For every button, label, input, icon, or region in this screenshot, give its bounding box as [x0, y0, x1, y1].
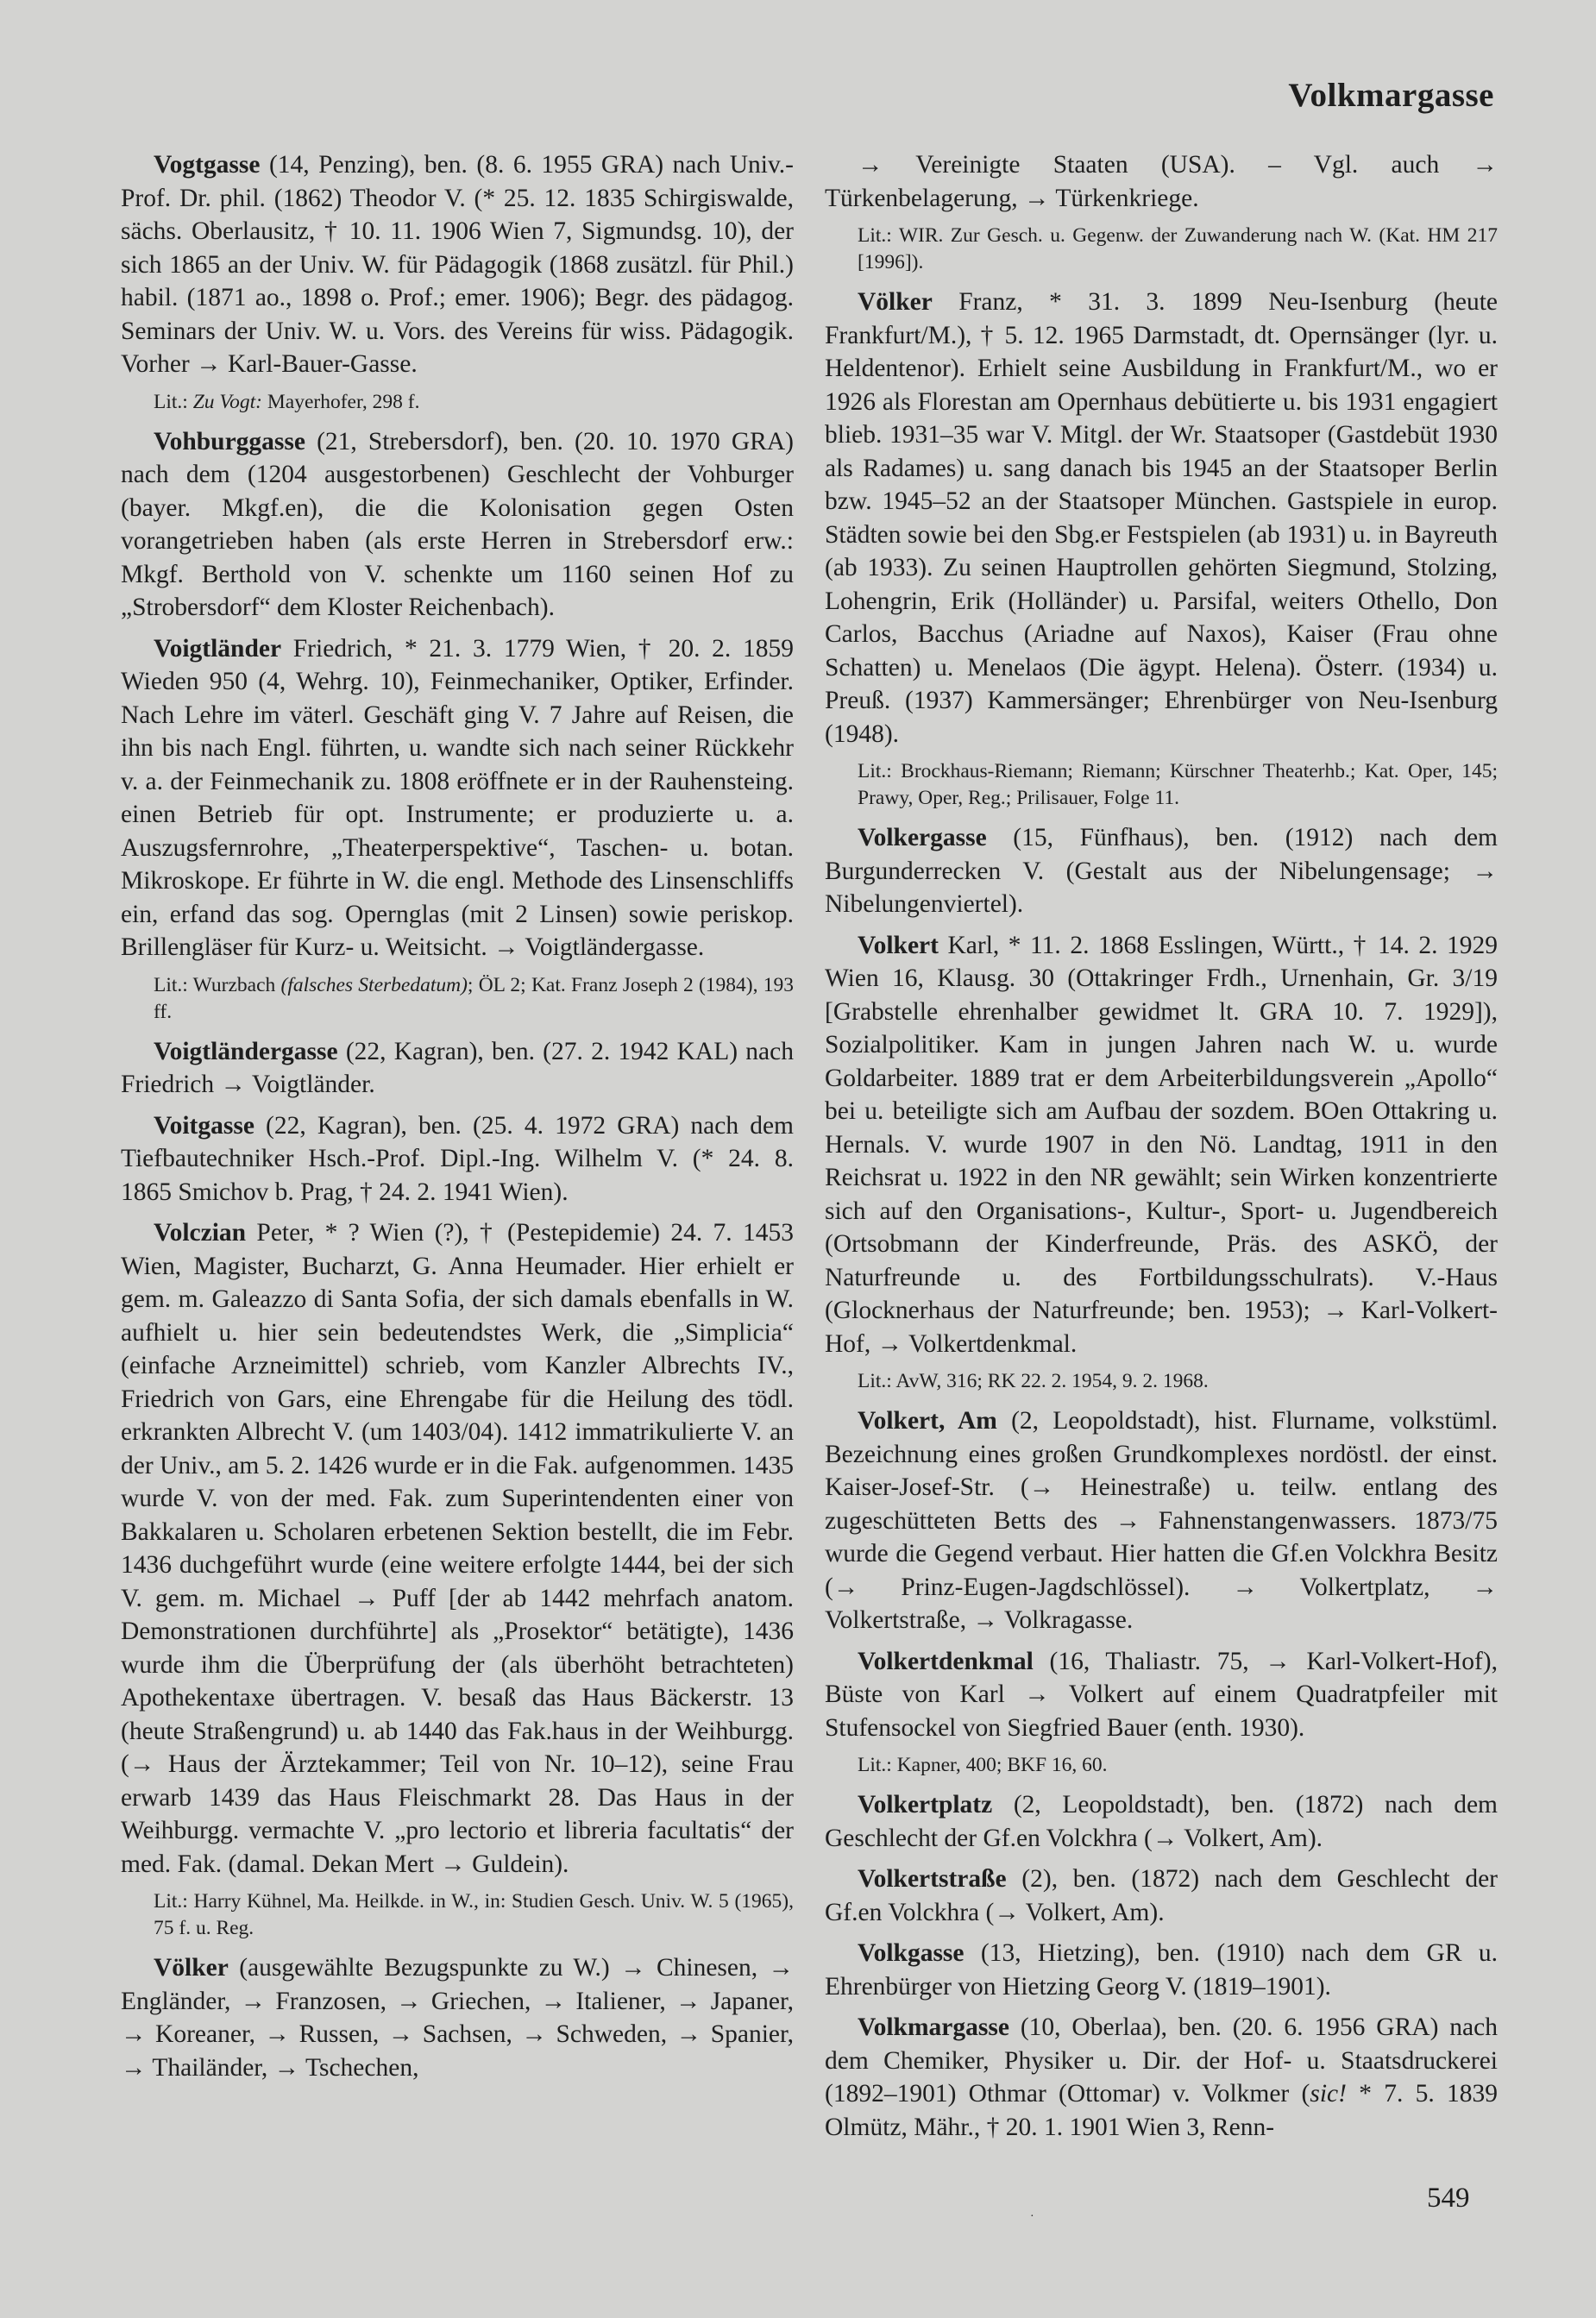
entry-headword: Voitgasse	[154, 1111, 254, 1140]
lexicon-entry	[121, 425, 794, 625]
lit-prefix: Lit.: Wurzbach	[154, 973, 281, 996]
literature-reference	[825, 223, 1498, 276]
lexicon-entry	[121, 1035, 794, 1102]
entry-text: (22, Kagran), ben. (25. 4. 1972 GRA) nach dem Tiefbautechniker Hsch.-Prof. Dipl.-Ing. Wilhelm V. (* 24. 8. 1865 Smichov b. Prag, † 24. 2. 1941 Wien).	[121, 1111, 794, 1206]
entry-headword: Völker	[154, 1954, 229, 1982]
lexicon-entry	[825, 1863, 1498, 1929]
lit-text: Lit.: Harry Kühnel, Ma. Heilkde. in W., in: Studien Gesch. Univ. W. 5 (1965), 75 f. u. Reg.	[154, 1890, 794, 1939]
lexicon-entry	[825, 929, 1498, 1361]
entry-headword: Vohburggasse	[154, 427, 305, 455]
entry-headword: Volkert, Am	[858, 1407, 997, 1435]
entry-text: (2, Leopoldstadt), hist. Flurname, volkstüml. Bezeichnung eines großen Grundkomplexes nordöstl. der einst. Kaiser-Josef-Str. (→ Heinestraße) u. teilw. entlang des zugeschütteten Betts des → Fahnenstangenwassers. 1873/75 wurde die Gegend verbaut. Hier hatten die Gf.en Volckhra Besitz (→ Prinz-Eugen-Jagdschlössel). → Volkertplatz, → Volkertstraße, → Volkragasse.	[825, 1407, 1498, 1634]
left-column	[121, 148, 794, 2092]
lexicon-entry	[121, 1109, 794, 1209]
entry-text: (13, Hietzing), ben. (1910) nach dem GR u. Ehrenbürger von Hietzing Georg V. (1819–1901).	[825, 1939, 1498, 2001]
entry-text: Friedrich, * 21. 3. 1779 Wien, † 20. 2. 1859 Wieden 950 (4, Wehrg. 10), Feinmechaniker, Optiker, Erfinder. Nach Lehre im väterl. Geschäft ging V. 7 Jahre auf Reisen, die ihn bis nach Engl. führten, u. wandte sich nach seiner Rückkehr v. a. der Feinmechanik zu. 1808 eröffnete er in der Rauhensteing. einen Betrieb für opt. Instrumente; er produzierte u. a. Auszugsfernrohre, „Theaterperspektive“, Taschen- u. botan. Mikroskope. Er führte in W. die engl. Methode des Linsenschliffs ein, erfand das sog. Opernglas (mit 2 Linsen) sowie periskop. Brillengläser für Kurz- u. Weitsicht. → Voigtländergasse.	[121, 634, 794, 961]
entry-text: (2, Leopoldstadt), ben. (1872) nach dem Geschlecht der Gf.en Volckhra (→ Volkert, Am).	[825, 1791, 1498, 1852]
literature-reference	[825, 758, 1498, 812]
lit-text: ; ÖL 2; Kat. Franz Joseph 2 (1984), 193 ff.	[154, 973, 795, 1023]
lexicon-entry	[825, 1404, 1498, 1637]
lexicon-entry	[825, 286, 1498, 751]
entry-headword: Voigtländer	[154, 634, 282, 663]
entry-headword: Volkert	[858, 931, 939, 959]
lexicon-entry	[825, 148, 1498, 215]
lexicon-entry	[825, 2011, 1498, 2144]
literature-reference	[121, 389, 794, 416]
entry-text: Karl, * 11. 2. 1868 Esslingen, Württ., † 14. 2. 1929 Wien 16, Klausg. 30 (Ottakringer Frdh., Urnenhain, Gr. 3/19 [Grabstelle ehrenhalber gewidmet lt. GRA 10. 7. 1929]), Sozialpolitiker. Kam in jungen Jahren nach W. u. wurde Goldarbeiter. 1889 trat er dem Arbeiterbildungsverein „Apollo“ bei u. beteiligte sich am Aufbau der sozdem. BOen Ottakring u. Hernals. V. wurde 1907 in den Nö. Landtag, 1911 in den Reichsrat u. 1922 in den NR gewählt; sein Wirken konzentrierte sich auf den Organisations-, Kultur-, Sport- u. Jugendbereich (Ortsobmann der Kinderfreunde, Präs. des ASKÖ, der Naturfreunde u. des Fortbildungsschulrats). V.-Haus (Glocknerhaus der Naturfreunde; ben. 1953); → Karl-Volkert-Hof, → Volkertdenkmal.	[825, 931, 1498, 1358]
lexicon-entry	[121, 1951, 794, 2084]
entry-text: Franz, * 31. 3. 1899 Neu-Isenburg (heute Frankfurt/M.), † 5. 12. 1965 Darmstadt, dt. Opernsänger (lyr. u. Heldentenor). Erhielt seine Ausbildung in Frankfurt/M., wo er 1926 als Florestan am Opernhaus debütierte u. bis 1931 engagiert blieb. 1931–35 war V. Mitgl. der Wr. Staatsoper (Gastdebüt 1930 als Radames) u. sang danach bis 1945 an der Staatsoper Berlin bzw. 1945–52 an der Staatsoper München. Gastspiele in europ. Städten sowie bei den Sbg.er Festspielen (ab 1931) u. in Bayreuth (ab 1933). Zu seinen Hauptrollen gehörten Siegmund, Stolzing, Lohengrin, Erik (Holländer) u. Parsifal, weiters Othello, Don Carlos, Bacchus (Ariadne auf Naxos), Kaiser (Frau ohne Schatten) u. Menelaos (Die ägypt. Helena). Österr. (1934) u. Preuß. (1937) Kammersänger; Ehrenbürger von Neu-Isenburg (1948).	[825, 288, 1498, 748]
lit-text: Lit.: Kapner, 400; BKF 16, 60.	[858, 1754, 1108, 1776]
entry-headword: Volkmargasse	[858, 2013, 1009, 2041]
decorative-dot: ·	[1030, 2210, 1034, 2223]
entry-headword: Voigtländergasse	[154, 1037, 338, 1065]
page-number: 549	[1427, 2183, 1470, 2214]
entry-text: (16, Thaliastr. 75, → Karl-Volkert-Hof), Büste von Karl → Volkert auf einem Quadratpfeiler mit Stufensockel von Siegfried Bauer (enth. 1930).	[825, 1647, 1498, 1742]
entry-text: (14, Penzing), ben. (8. 6. 1955 GRA) nach Univ.-Prof. Dr. phil. (1862) Theodor V. (* 25. 12. 1835 Schirgiswalde, sächs. Oberlausitz, † 10. 11. 1906 Wien 7, Sigmundsg. 10), der sich 1865 an der Univ. W. für Pädagogik (1868 zusätzl. für Phil.) habil. (1871 ao., 1898 o. Prof.; emer. 1906); Begr. des pädagog. Seminars der Univ. W. u. Vors. des Vereins für wiss. Pädagogik. Vorher → Karl-Bauer-Gasse.	[121, 151, 794, 378]
entry-text: (2), ben. (1872) nach dem Geschlecht der Gf.en Volckhra (→ Volkert, Am).	[825, 1865, 1498, 1926]
lit-emphasis: Zu Vogt:	[192, 390, 263, 413]
entry-text-tail: * 7. 5. 1839 Olmütz, Mähr., † 20. 1. 1901 Wien 3, Renn-	[825, 2080, 1499, 2141]
entry-emphasis: sic!	[1310, 2080, 1347, 2108]
lit-text: Lit.: Brockhaus-Riemann; Riemann; Kürschner Theaterhb.; Kat. Oper, 145; Prawy, Oper, Reg.; Prilisauer, Folge 11.	[858, 760, 1498, 809]
lit-prefix: Lit.:	[154, 390, 193, 413]
entry-headword: Völker	[858, 288, 933, 316]
entry-headword: Volkertplatz	[858, 1791, 993, 1819]
entry-text: → Vereinigte Staaten (USA). – Vgl. auch → Türkenbelagerung, → Türkenkriege.	[825, 151, 1498, 212]
lexicon-entry	[825, 1645, 1498, 1745]
lit-text: Mayerhofer, 298 f.	[262, 390, 420, 413]
entry-headword: Volczian	[154, 1219, 247, 1247]
lexicon-entry	[825, 1788, 1498, 1855]
lexicon-entry	[121, 632, 794, 964]
entry-text: (15, Fünfhaus), ben. (1912) nach dem Burgunderrecken V. (Gestalt aus der Nibelungensage; → Nibelungenviertel).	[825, 824, 1498, 918]
lit-text: Lit.: WIR. Zur Gesch. u. Gegenw. der Zuwanderung nach W. (Kat. HM 217 [1996]).	[858, 224, 1498, 273]
entry-headword: Vogtgasse	[154, 151, 261, 179]
entry-headword: Volkertdenkmal	[858, 1647, 1034, 1675]
lexicon-entry	[121, 148, 794, 381]
lexicon-entry	[825, 821, 1498, 921]
lexicon-entry	[121, 1216, 794, 1881]
lit-text: Lit.: AvW, 316; RK 22. 2. 1954, 9. 2. 1968.	[858, 1370, 1209, 1392]
entry-text: Peter, * ? Wien (?), † (Pestepidemie) 24. 7. 1453 Wien, Magister, Bucharzt, G. Anna Heumader. Hier erhielt er gem. m. Galeazzo di Santa Sofia, der sich damals ebenfalls in W. aufhielt u. hier sein bedeutendstes Werk, die „Simplicia“ (einfache Arzneimittel) schrieb, vom Kanzler Albrechts IV., Friedrich von Gars, eine Ehrengabe für die Heilung des tödl. erkrankten Albrecht V. (um 1403/04). 1412 immatrikulierte V. an der Univ., am 5. 2. 1426 wurde er in die Fak. aufgenommen. 1435 wurde V. von der med. Fak. zum Superintendenten einer von Bakkalaren u. Scholaren erbetenen Sektion bestellt, die im Febr. 1436 duchgeführt wurde (eine weitere erfolgte 1444, bei der sich V. gem. m. Michael → Puff [der ab 1442 mehrfach anatom. Demonstrationen durchführte] als „Prosektor“ betätigte), 1436 wurde ihm die Überprüfung der (als überhöht betrachteten) Apothekentaxe übertragen. V. besaß das Haus Bäckerstr. 13 (heute Straßengrund) u. ab 1440 das Fak.haus in der Weihburgg. (→ Haus der Ärztekammer; Teil von Nr. 10–12), seine Frau erwarb 1439 das Haus Fleischmarkt 28. Das Haus in der Weihburgg. vermachte V. „pro lectorio et libreria facultatis“ der med. Fak. (damal. Dekan Mert → Guldein).	[121, 1219, 794, 1878]
entry-text: (10, Oberlaa), ben. (20. 6. 1956 GRA) nach dem Chemiker, Physiker u. Dir. der Hof- u. Staatsdruckerei (1892–1901) Othmar (Ottomar) v. Volkmer (	[825, 2013, 1498, 2108]
literature-reference	[825, 1752, 1498, 1779]
literature-reference	[121, 972, 794, 1026]
entry-headword: Volkergasse	[858, 824, 987, 851]
literature-reference	[825, 1368, 1498, 1395]
entry-text: (21, Strebersdorf), ben. (20. 10. 1970 GRA) nach dem (1204 ausgestorbenen) Geschlecht der Vohburger (bayer. Mkgf.en), die die Kolonisation gegen Osten vorangetrieben haben (als erste Herren in Strebersdorf erw.: Mkgf. Berthold von V. schenkte um 1160 seinen Hof zu „Strobersdorf“ dem Kloster Reichenbach).	[121, 427, 794, 621]
lexicon-entry	[825, 1937, 1498, 2003]
entry-headword: Volkgasse	[858, 1939, 965, 1967]
literature-reference	[121, 1888, 794, 1942]
right-column	[825, 148, 1498, 2152]
entry-headword: Volkertstraße	[858, 1865, 1007, 1893]
running-header: Volkmargasse	[1288, 77, 1494, 114]
entry-text: (ausgewählte Bezugspunkte zu W.) → Chinesen, → Engländer, → Franzosen, → Griechen, → Italiener, → Japaner, → Koreaner, → Russen, → Sachsen, → Schweden, → Spanier, → Thailänder, → Tschechen,	[121, 1954, 794, 2082]
entry-text: (22, Kagran), ben. (27. 2. 1942 KAL) nach Friedrich → Voigtländer.	[121, 1037, 794, 1098]
lit-emphasis: (falsches Sterbedatum)	[280, 973, 468, 996]
